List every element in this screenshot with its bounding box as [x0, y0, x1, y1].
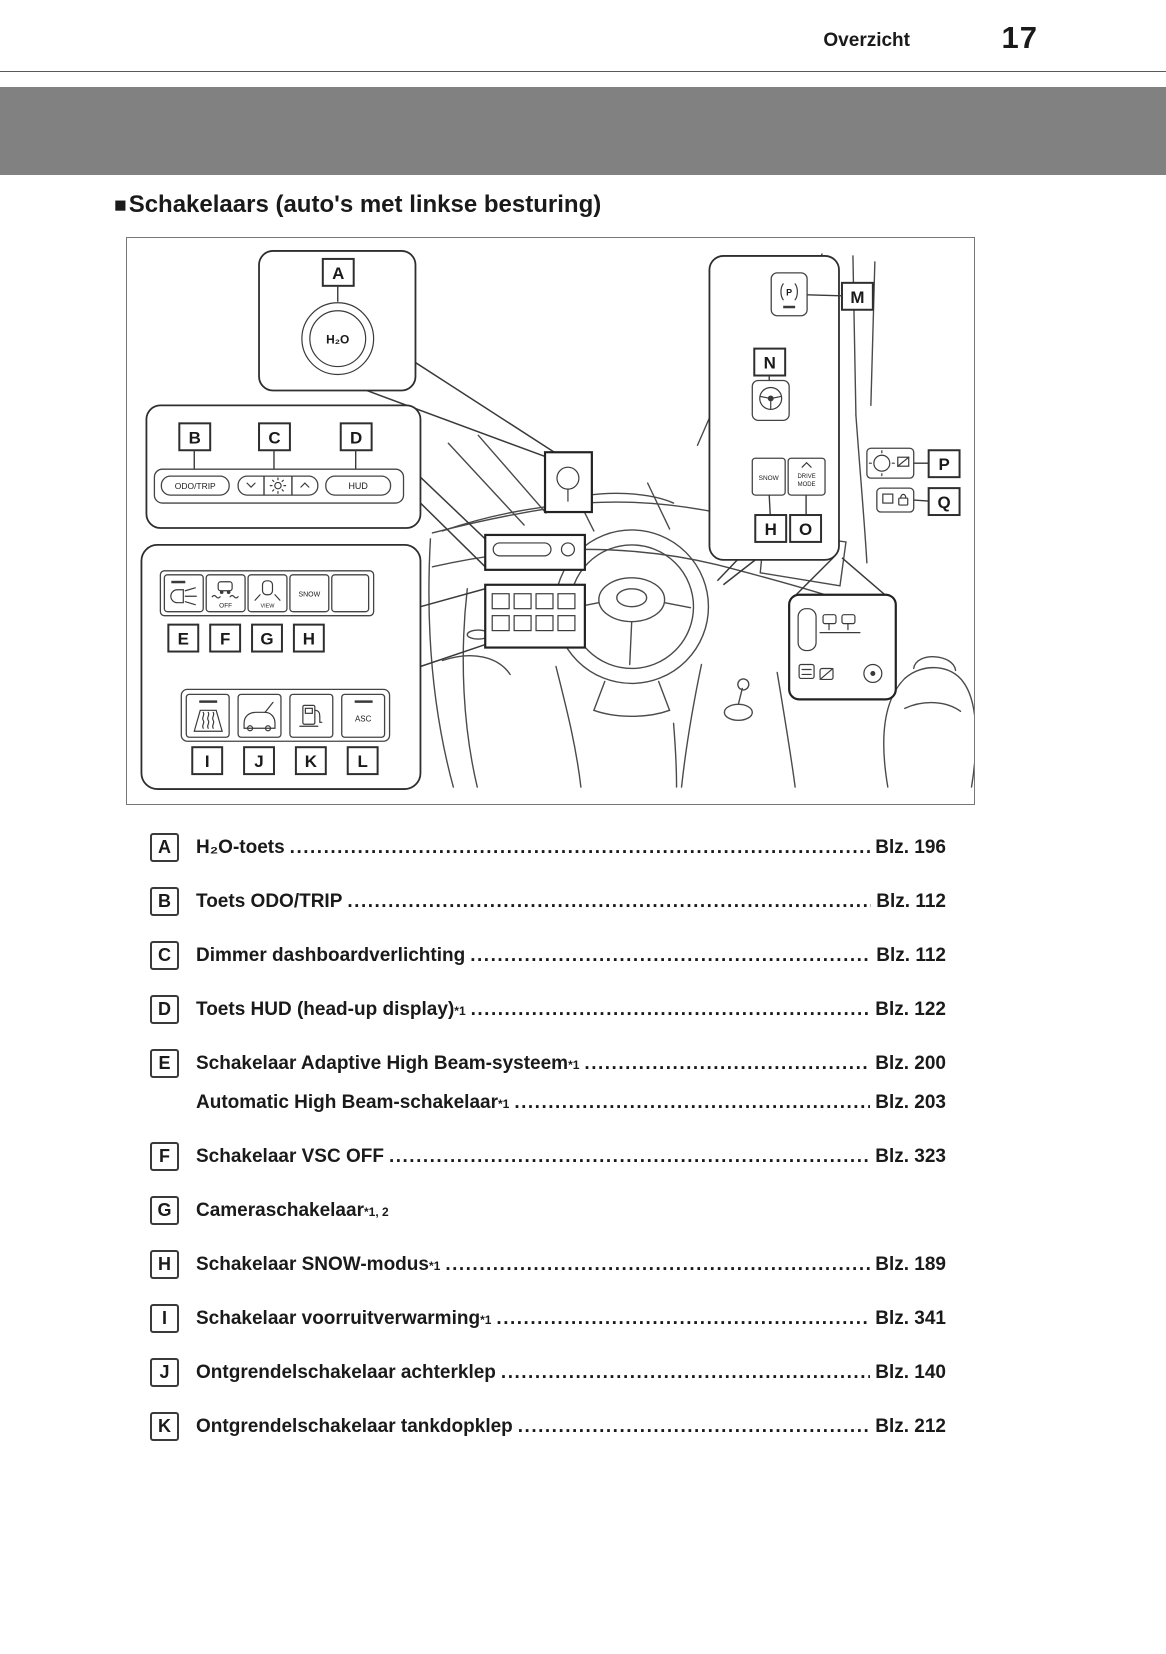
- camera-view-button: [248, 575, 287, 612]
- item-label-box: H: [150, 1250, 179, 1279]
- steering-heater-button: [752, 380, 789, 420]
- item-label-box: D: [150, 995, 179, 1024]
- dot-leader: [471, 999, 871, 1021]
- window-lock-button: [877, 488, 914, 512]
- item-page: Blz. 203: [875, 1092, 946, 1113]
- svg-text:N: N: [763, 353, 776, 373]
- parking-brake-button: [771, 273, 807, 316]
- item-text: H₂O-toets: [196, 837, 285, 858]
- svg-text:M: M: [850, 287, 865, 307]
- svg-text:ASC: ASC: [354, 714, 372, 724]
- list-item: [150, 1250, 946, 1279]
- asc-button: [342, 694, 385, 737]
- chapter-banner: [0, 87, 1166, 175]
- item-page: Blz. 200: [875, 1053, 946, 1074]
- callout-group-pq: [867, 448, 960, 515]
- svg-text:C: C: [268, 428, 281, 448]
- svg-text:D: D: [350, 428, 363, 448]
- callout-group-efgh-ijkl: [141, 545, 420, 789]
- dash-panel-highlight-upper: [485, 535, 585, 570]
- svg-text:VIEW: VIEW: [260, 603, 275, 610]
- tailgate-release-button: [238, 694, 281, 737]
- item-sup: *1: [498, 1097, 510, 1111]
- item-label-box: F: [150, 1142, 179, 1171]
- blank-button: [332, 575, 369, 612]
- svg-text:B: B: [188, 428, 201, 448]
- item-label-box: G: [150, 1196, 179, 1225]
- dot-leader: [445, 1254, 870, 1276]
- dot-leader: [347, 891, 871, 913]
- dot-leader: [496, 1308, 870, 1330]
- item-sup: *1, 2: [363, 1205, 389, 1219]
- drive-mode-button: [788, 458, 825, 495]
- item-label-box: B: [150, 887, 179, 916]
- svg-text:ODO/TRIP: ODO/TRIP: [174, 481, 216, 492]
- svg-text:G: G: [260, 629, 274, 649]
- dot-leader: [501, 1362, 870, 1384]
- svg-text:O: O: [799, 519, 813, 539]
- item-text: Toets ODO/TRIP: [196, 891, 343, 912]
- callout-group-bcd: [146, 405, 420, 528]
- section-marker-icon: ■: [114, 194, 127, 217]
- list-item: [150, 1358, 946, 1387]
- list-item: [150, 1049, 946, 1078]
- callout-group-right: [709, 256, 872, 560]
- page-header: [0, 0, 1166, 72]
- item-text: Toets HUD (head-up display): [196, 999, 455, 1020]
- svg-text:P: P: [786, 287, 793, 298]
- header-section-title: Overzicht: [823, 30, 910, 51]
- list-item: [150, 1142, 946, 1171]
- fuel-door-release-button: [290, 694, 333, 737]
- svg-text:MODE: MODE: [797, 482, 816, 489]
- item-label-box: K: [150, 1412, 179, 1441]
- item-text: Schakelaar Adaptive High Beam-systeem: [196, 1053, 569, 1074]
- item-sup: *1: [428, 1259, 441, 1273]
- svg-text:I: I: [204, 752, 210, 772]
- section-title: [114, 191, 1166, 219]
- item-text: Automatic High Beam-schakelaar: [196, 1092, 498, 1113]
- dot-leader: [290, 837, 871, 859]
- svg-text:OFF: OFF: [219, 602, 233, 610]
- page-number: 17: [1001, 20, 1038, 55]
- diagram-panel: [126, 237, 975, 805]
- list-item-continuation: [150, 1088, 946, 1117]
- item-page: Blz. 323: [875, 1146, 946, 1167]
- section-title-text: Schakelaars (auto's met linkse besturing): [128, 191, 602, 218]
- item-page: Blz. 341: [875, 1308, 946, 1329]
- svg-text:SNOW: SNOW: [758, 475, 779, 483]
- vsc-off-button: [206, 575, 245, 612]
- list-item: [150, 941, 946, 970]
- callout-group-a: [259, 251, 415, 391]
- dash-highlight-boxes: [485, 452, 592, 647]
- dot-leader: [389, 1146, 870, 1168]
- svg-text:H: H: [764, 519, 777, 539]
- dot-leader: [514, 1092, 870, 1114]
- list-item: [150, 1412, 946, 1441]
- item-sup: *1: [480, 1313, 492, 1327]
- list-item: [150, 995, 946, 1024]
- car-interior-sketch: [429, 254, 974, 787]
- item-page: Blz. 112: [876, 945, 946, 966]
- item-text: Ontgrendelschakelaar tankdopklep: [196, 1416, 513, 1437]
- item-text: Schakelaar VSC OFF: [196, 1146, 384, 1167]
- item-label-box: E: [150, 1049, 179, 1078]
- item-text: Ontgrendelschakelaar achterklep: [196, 1362, 496, 1383]
- svg-text:H₂O: H₂O: [326, 332, 350, 347]
- indicator-bar-icon: [199, 700, 217, 702]
- dot-leader: [584, 1053, 870, 1075]
- svg-text:Q: Q: [937, 493, 951, 513]
- hud-button: [326, 476, 391, 495]
- odo-trip-button: [161, 476, 229, 495]
- svg-text:DRIVE: DRIVE: [797, 474, 816, 481]
- item-page: Blz. 189: [875, 1254, 946, 1275]
- dot-leader: [470, 945, 871, 967]
- item-label-box: A: [150, 833, 179, 862]
- svg-text:E: E: [177, 629, 189, 649]
- mirror-control-button: [867, 448, 914, 478]
- svg-text:L: L: [357, 752, 368, 772]
- svg-text:K: K: [304, 752, 317, 772]
- list-item: [150, 1304, 946, 1333]
- door-controls-inset: [789, 595, 896, 700]
- dimmer-button: [238, 476, 318, 495]
- item-sup: *1: [454, 1004, 466, 1018]
- item-page: Blz. 140: [875, 1362, 946, 1383]
- steering-column-highlight: [545, 452, 592, 512]
- list-item: [150, 887, 946, 916]
- item-page: Blz. 212: [875, 1416, 946, 1437]
- dot-leader: [518, 1416, 870, 1438]
- adaptive-high-beam-button: [164, 575, 203, 612]
- svg-text:J: J: [254, 752, 264, 772]
- svg-text:H: H: [302, 629, 315, 649]
- list-item: [150, 1196, 946, 1225]
- windshield-heater-button: [186, 694, 229, 737]
- indicator-bar-icon: [355, 700, 373, 702]
- switch-list: [150, 833, 946, 1441]
- item-text: Dimmer dashboardverlichting: [196, 945, 466, 966]
- item-label-box: J: [150, 1358, 179, 1387]
- snow-mode-button: [752, 458, 785, 495]
- svg-text:A: A: [332, 263, 345, 283]
- item-page: Blz. 196: [875, 837, 946, 858]
- item-page: Blz. 122: [875, 999, 946, 1020]
- item-text: Schakelaar SNOW-modus: [196, 1254, 429, 1275]
- item-sup: *1: [568, 1058, 580, 1072]
- cockpit-diagram: [127, 238, 974, 804]
- list-item: [150, 833, 946, 862]
- item-text: Cameraschakelaar: [196, 1200, 364, 1221]
- item-label-box: C: [150, 941, 179, 970]
- snow-mode-panel-button: [290, 575, 329, 612]
- item-text: Schakelaar voorruitverwarming: [196, 1308, 481, 1329]
- item-page: Blz. 112: [876, 891, 946, 912]
- svg-text:SNOW: SNOW: [298, 591, 321, 599]
- svg-text:P: P: [938, 455, 950, 475]
- item-label-box: I: [150, 1304, 179, 1333]
- svg-text:HUD: HUD: [348, 481, 368, 492]
- indicator-bar-icon: [171, 581, 185, 583]
- svg-text:F: F: [219, 629, 231, 649]
